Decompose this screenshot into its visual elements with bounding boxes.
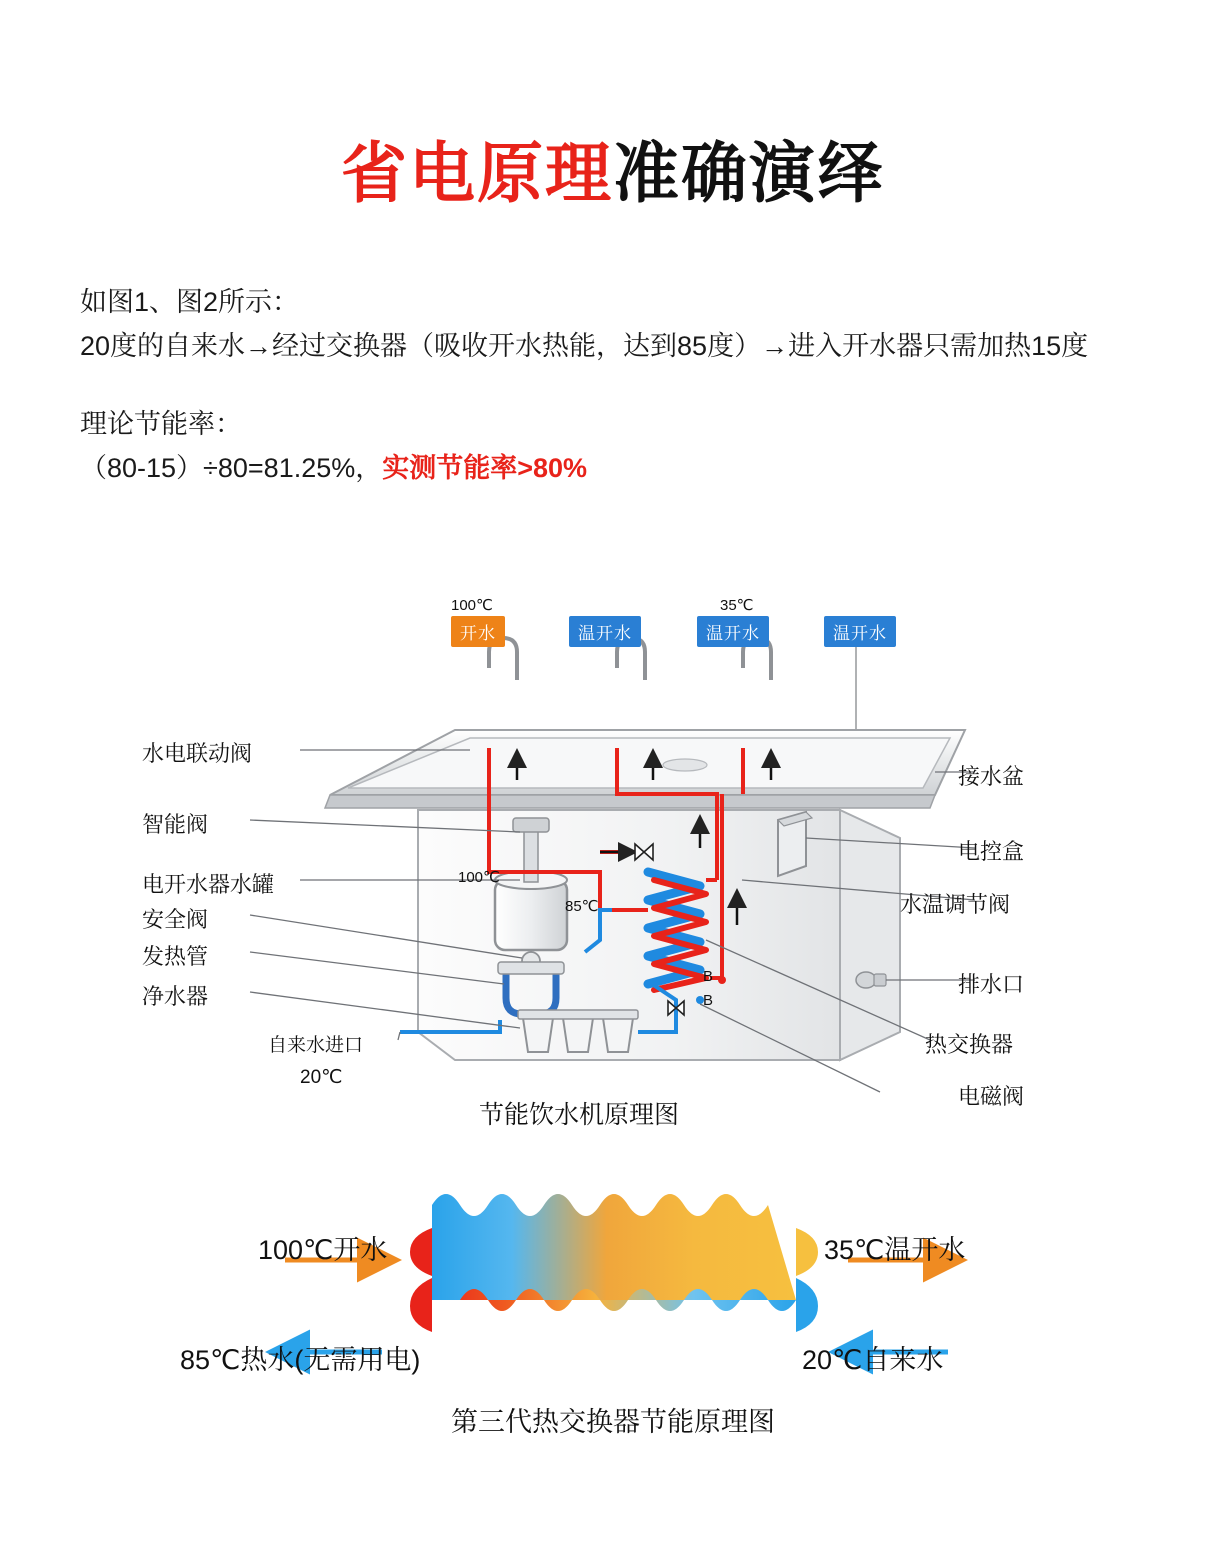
label-temp-adjust-valve: 水温调节阀 — [900, 892, 1011, 917]
schematic-svg — [0, 580, 1226, 1150]
label-drain-outlet: 排水口 — [958, 972, 1025, 997]
label-heating-tube: 发热管 — [142, 944, 209, 969]
inner-temp-exchanger: 85℃ — [565, 898, 599, 915]
water-dispenser-schematic — [0, 580, 1226, 1150]
faucet-tag-2: 温开水 — [697, 616, 769, 647]
label-tap-water-inlet: 自来水进口 — [268, 1035, 364, 1056]
inner-temp-boiler: 100℃ — [458, 869, 500, 886]
label-boiler-tank: 电开水器水罐 — [142, 872, 275, 897]
exchanger-body — [410, 1194, 818, 1332]
faucet-tag-0: 开水 — [451, 616, 505, 647]
label-heat-exchanger: 热交换器 — [925, 1032, 1014, 1057]
label-water-electric-valve: 水电联动阀 — [142, 741, 253, 766]
faucet-temp-0: 100℃ — [451, 597, 493, 614]
page-title — [0, 120, 1226, 215]
node-mark-b2: B — [703, 992, 714, 1009]
label-control-box: 电控盒 — [958, 839, 1025, 864]
intro-line-2: 20度的自来水→经过交换器（吸收开水热能，达到85度）→进入开水器只需加热15度 — [80, 331, 1089, 361]
page-title-highlight: 省电原理 — [341, 136, 613, 210]
diagram2-caption: 第三代热交换器节能原理图 — [451, 1407, 775, 1437]
label-85c-hot: 85℃热水(无需用电) — [180, 1345, 421, 1375]
faucet-tag-1: 温开水 — [569, 616, 641, 647]
sink-tray — [325, 730, 965, 808]
water-purifier-filters — [518, 1010, 638, 1052]
node-mark-b1: B — [703, 968, 714, 985]
page-title-rest: 准确演绎 — [613, 136, 885, 210]
faucet-temp-2: 35℃ — [720, 597, 754, 614]
label-inlet-temp: 20℃ — [300, 1067, 343, 1088]
diagram1-caption: 节能饮水机原理图 — [479, 1101, 680, 1129]
faucet-tag-3: 温开水 — [824, 616, 896, 647]
label-drip-tray: 接水盆 — [958, 764, 1025, 789]
label-solenoid-valve: 电磁阀 — [958, 1084, 1025, 1109]
saving-measured: 实测节能率>80% — [382, 453, 588, 483]
saving-formula: （80-15）÷80=81.25%， — [80, 453, 383, 483]
intro-line-3: 理论节能率： — [80, 409, 242, 439]
intro-text-block — [80, 280, 1150, 490]
label-smart-valve: 智能阀 — [142, 812, 209, 837]
label-35c-warm: 35℃温开水 — [824, 1235, 966, 1265]
intro-line-4 — [80, 446, 1150, 490]
label-purifier: 净水器 — [142, 984, 209, 1009]
label-100c-boiling: 100℃开水 — [258, 1235, 388, 1265]
intro-line-1: 如图1、图2所示： — [80, 287, 300, 317]
label-20c-tap: 20℃自来水 — [802, 1345, 944, 1375]
intro-spacer — [80, 368, 1150, 402]
label-safety-valve: 安全阀 — [142, 907, 209, 932]
